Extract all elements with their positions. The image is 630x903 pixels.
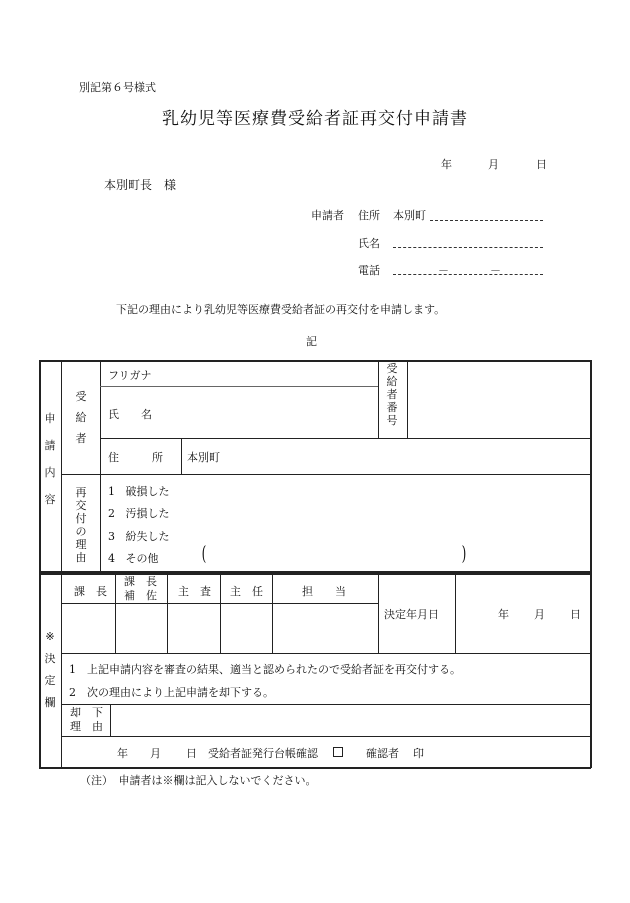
- options-top: [61, 653, 591, 654]
- applicant-phone-field[interactable]: [393, 274, 543, 275]
- applicant-phone-label: 電話: [358, 264, 380, 277]
- page-title: 乳幼児等医療費受給者証再交付申請書: [162, 109, 468, 129]
- decision-option-1[interactable]: 1 上記申請内容を審査の結果、適当と認められたので受給者証を再交付する。: [69, 663, 461, 676]
- footer-month: 月: [150, 747, 161, 760]
- applicant-address-value: 本別町: [393, 209, 426, 222]
- table-right-border: [590, 360, 592, 768]
- reason-option-1[interactable]: 1 破損した: [108, 485, 170, 498]
- address-label-divider: [181, 438, 182, 474]
- decision-date-label: 決定年月日: [384, 608, 439, 621]
- col-div-4: [272, 573, 273, 653]
- col-kacho: 課 長: [74, 585, 107, 598]
- col-shunin: 主 任: [230, 585, 263, 598]
- footer-year: 年: [117, 747, 128, 760]
- other-bracket-open: (: [201, 541, 207, 565]
- ledger-check-box[interactable]: [333, 747, 343, 757]
- decision-day: 日: [570, 608, 581, 621]
- reason-option-2[interactable]: 2 汚損した: [108, 507, 170, 520]
- statement: 下記の理由により乳幼児等医療費受給者証の再交付を申請します。: [116, 303, 446, 316]
- applicant-name-label: 氏名: [358, 237, 380, 250]
- reason-row-top: [61, 474, 591, 475]
- decision-year: 年: [498, 608, 509, 621]
- footnote: （注） 申請者は※欄は記入しないでください。: [80, 774, 317, 787]
- phone-separator-2: －: [490, 264, 501, 277]
- footer-day: 日: [186, 747, 197, 760]
- stamp-tanto[interactable]: [274, 606, 376, 651]
- decision-month: 月: [534, 608, 545, 621]
- furigana-label: フリガナ: [108, 369, 152, 382]
- footer-seal-label: 印: [413, 747, 424, 760]
- decision-side-label: ※ 決 定 欄: [44, 630, 56, 709]
- col-div-6: [455, 573, 456, 653]
- recipient-number-field[interactable]: [409, 362, 588, 436]
- date-day-label: 日: [536, 158, 547, 171]
- applicant-address-label: 住所: [358, 209, 380, 222]
- stamp-shusa[interactable]: [169, 606, 218, 651]
- recipient-number-right: [407, 360, 408, 438]
- recipient-number-left: [378, 360, 379, 438]
- applicant-address-field[interactable]: [430, 220, 543, 221]
- ki-label: 記: [306, 335, 317, 348]
- address-row-top: [100, 438, 591, 439]
- applicant-name-field[interactable]: [393, 247, 543, 248]
- phone-separator-1: －: [438, 264, 449, 277]
- reject-reason-label: 却 下 理 由: [70, 706, 103, 733]
- applicant-label: 申請者: [311, 209, 344, 222]
- stamp-kacho-hosa[interactable]: [117, 606, 165, 651]
- stamp-kacho[interactable]: [63, 606, 113, 651]
- reject-label-divider: [110, 704, 111, 736]
- stamp-header-divider: [61, 603, 378, 604]
- col-div-1: [115, 573, 116, 653]
- app-side-label: 申 請 内 容: [44, 412, 56, 506]
- reject-row-top: [61, 704, 591, 705]
- recipient-number-label: 受 給 者 番 号: [386, 362, 398, 427]
- reason-option-3[interactable]: 3 紛失した: [108, 530, 170, 543]
- footer-confirmer-label: 確認者: [366, 747, 399, 760]
- other-reason-field[interactable]: [210, 543, 462, 565]
- form-number: 別記第６号様式: [79, 81, 156, 94]
- table-bottom-border: [39, 767, 591, 769]
- reason-label: 再 交 付 の 理 由: [75, 486, 87, 564]
- col-kacho-hosa: 課 長 補 佐: [124, 575, 157, 602]
- col-div-3: [220, 573, 221, 653]
- stamp-shunin[interactable]: [222, 606, 270, 651]
- col-div-5: [378, 573, 379, 653]
- date-year-label: 年: [441, 158, 452, 171]
- col-tanto: 担 当: [302, 585, 346, 598]
- recipient-label: 受 給 者: [75, 390, 87, 445]
- addressee: 本別町長 様: [104, 178, 177, 192]
- address-label: 住 所: [108, 451, 163, 464]
- app-side-divider: [61, 360, 62, 572]
- table-left-border: [39, 360, 41, 768]
- date-month-label: 月: [488, 158, 499, 171]
- name-field[interactable]: [186, 388, 374, 436]
- other-bracket-close: ): [461, 541, 467, 565]
- footer-ledger-check-label: 受給者証発行台帳確認: [208, 747, 318, 760]
- app-label-divider: [100, 360, 101, 572]
- reason-option-4[interactable]: 4 その他: [108, 552, 159, 565]
- col-div-2: [167, 573, 168, 653]
- decision-option-2[interactable]: 2 次の理由により上記申請を却下する。: [69, 686, 274, 699]
- name-label: 氏 名: [108, 408, 152, 421]
- furigana-divider: [100, 386, 378, 387]
- footer-row-top: [61, 736, 591, 737]
- reject-reason-field[interactable]: [113, 706, 588, 734]
- decision-top-border: [39, 573, 591, 575]
- address-value: 本別町: [187, 451, 220, 464]
- col-shusa: 主 査: [178, 585, 211, 598]
